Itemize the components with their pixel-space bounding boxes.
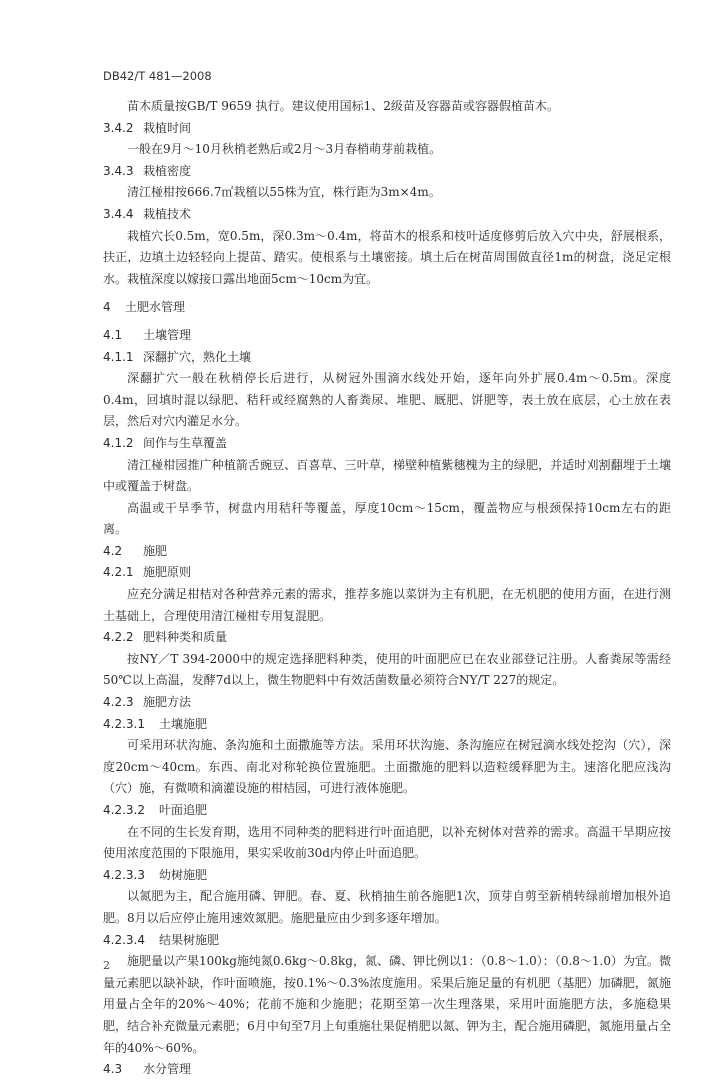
section-heading	[103, 541, 671, 563]
section-heading	[103, 325, 671, 347]
page-number: 2	[103, 959, 110, 972]
section-number: 4.2.1	[103, 565, 134, 580]
section-number: 4.2.3.3	[103, 867, 145, 882]
paragraph: 清江椪柑按666.7㎡栽植以55株为宜，株行距为3m×4m。	[127, 185, 441, 200]
chapter-heading	[103, 297, 671, 319]
section-heading	[103, 692, 671, 714]
section-number: 4.2.3	[103, 695, 134, 710]
section-heading	[103, 562, 671, 584]
section-title: 栽植时间	[143, 120, 192, 135]
section-heading	[103, 800, 671, 822]
section-title: 施肥	[143, 543, 168, 558]
section-title: 水分管理	[143, 1062, 192, 1077]
paragraph: 深翻扩穴一般在秋梢停长后进行，从树冠外围滴水线处开始，逐年向外扩展0.4m～0.5m。深度0.4m，回填时混以绿肥、秸秆或经腐熟的人畜粪尿、堆肥、厩肥、饼肥等，表土放在底层，心土放在表层，然后对穴内灌足水分。	[103, 371, 671, 429]
paragraph: 栽植穴长0.5m，宽0.5m，深0.3m～0.4m，将苗木的根系和枝叶适度修剪后放入穴中央，舒展根系，扶正，边填土边轻轻向上提苗、踏实。使根系与土壤密接。填土后在树苗周围做直径1m的树盘，浇足定根水。栽植深度以嫁接口露出地面5cm～10cm为宜。	[103, 228, 671, 286]
section-title: 土壤施肥	[159, 716, 208, 731]
section-title: 栽植密度	[143, 163, 192, 178]
section-number: 4.2.3.2	[103, 803, 145, 817]
section-title: 土肥水管理	[125, 300, 186, 315]
section-title: 施肥方法	[143, 695, 192, 710]
section-title: 间作与生草覆盖	[143, 435, 228, 450]
section-number: 4.1.2	[103, 435, 134, 450]
section-number: 4.2.2	[103, 630, 134, 645]
section-heading	[103, 714, 671, 736]
section-number: 4.1.1	[103, 349, 134, 364]
section-title: 施肥原则	[143, 565, 192, 580]
section-number: 3.4.3	[103, 163, 134, 178]
section-title: 土壤管理	[143, 327, 192, 342]
paragraph: 高温或干旱季节，树盘内用秸秆等覆盖，厚度10cm～15cm，覆盖物应与根颈保持10cm左右的距离。	[103, 500, 671, 537]
section-number: 4.2	[103, 543, 123, 558]
section-number: 4.2.3.4	[103, 932, 145, 947]
section-number: 4.2.3.1	[103, 716, 145, 731]
section-number: 3.4.2	[103, 120, 134, 135]
section-heading	[103, 118, 671, 140]
section-heading	[103, 627, 671, 649]
section-title: 幼树施肥	[159, 867, 208, 882]
paragraph: 应充分满足柑桔对各种营养元素的需求，推荐多施以菜饼为主有机肥，在无机肥的使用方面，在进行测土基础上，合理使用清江椪柑专用复混肥。	[103, 587, 671, 623]
section-heading	[103, 433, 671, 455]
paragraph: 按NY／T 394-2000中的规定选择肥料种类，使用的叶面肥应已在农业部登记注册。人畜粪尿等需经50℃以上高温，发酵7d以上，微生物肥料中有效活菌数量必须符合NY/T 227的规定。	[103, 651, 671, 688]
section-number: 4	[103, 300, 111, 315]
paragraph: 施肥量以产果100kg施纯氮0.6kg～0.8kg，氮、磷、钾比例以1：（0.8～1.0）：（0.8～1.0）为宜。微量元素肥以缺补缺，作叶面喷施，按0.1%～0.3%浓度施用。采果后施足量的有机肥（基肥）加磷肥，氮施用量占全年的20%～40%；花前不施和少施肥；花期至第一次生理落果，采用叶面施肥方法，多施稳果肥，结合补充微量元素肥；6月中旬至7月上旬重施壮果促梢肥以氮、钾为主，配合施用磷肥，氮施用量占全年的40%～60%。	[103, 954, 671, 1055]
section-heading	[103, 930, 671, 952]
section-heading	[103, 204, 671, 226]
section-number: 4.3	[103, 1062, 123, 1077]
paragraph: 以氮肥为主，配合施用磷、钾肥。春、夏、秋梢抽生前各施肥1次，顶芽自剪至新梢转绿前增加根外追肥。8月以后应停止施用速效氮肥。施肥量应由少到多逐年增加。	[103, 889, 671, 925]
section-heading	[103, 865, 671, 887]
paragraph: 在不同的生长发育期，选用不同种类的肥料进行叶面追肥，以补充树体对营养的需求。高温干旱期应按使用浓度范围的下限施用，果实采收前30d内停止叶面追肥。	[103, 824, 671, 861]
section-title: 深翻扩穴，熟化土壤	[143, 349, 252, 364]
standard-code-header: DB42/T 481—2008	[103, 69, 212, 83]
paragraph: 苗木质量按GB/T 9659 执行。建议使用国标1、2级苗及容器苗或容器假植苗木。	[127, 99, 559, 113]
section-title: 叶面追肥	[159, 803, 208, 817]
paragraph: 清江椪柑园推广种植箭舌豌豆、百喜草、三叶草，梯壁种植紫穗槐为主的绿肥，并适时刈割翻埋于土壤中或覆盖于树盘。	[103, 457, 671, 494]
section-number: 3.4.4	[103, 206, 134, 221]
paragraph: 可采用环状沟施、条沟施和土面撒施等方法。采用环状沟施、条沟施应在树冠滴水线处挖沟（穴），深度20cm～40cm。东西、南北对称轮换位置施肥。土面撒施的肥料以造粒缓释肥为主。速溶化肥应浅沟（穴）施，有微喷和滴灌设施的柑桔园，可进行液体施肥。	[103, 738, 671, 796]
section-heading	[103, 161, 671, 183]
section-heading	[103, 347, 671, 369]
section-title: 肥料种类和质量	[143, 630, 228, 645]
section-title: 栽植技术	[143, 206, 192, 221]
section-title: 结果树施肥	[159, 932, 220, 947]
section-number: 4.1	[103, 327, 123, 342]
paragraph: 一般在9月～10月秋梢老熟后或2月～3月春梢萌芽前栽植。	[127, 142, 442, 157]
document-body	[103, 96, 671, 1081]
section-heading	[103, 1059, 671, 1081]
